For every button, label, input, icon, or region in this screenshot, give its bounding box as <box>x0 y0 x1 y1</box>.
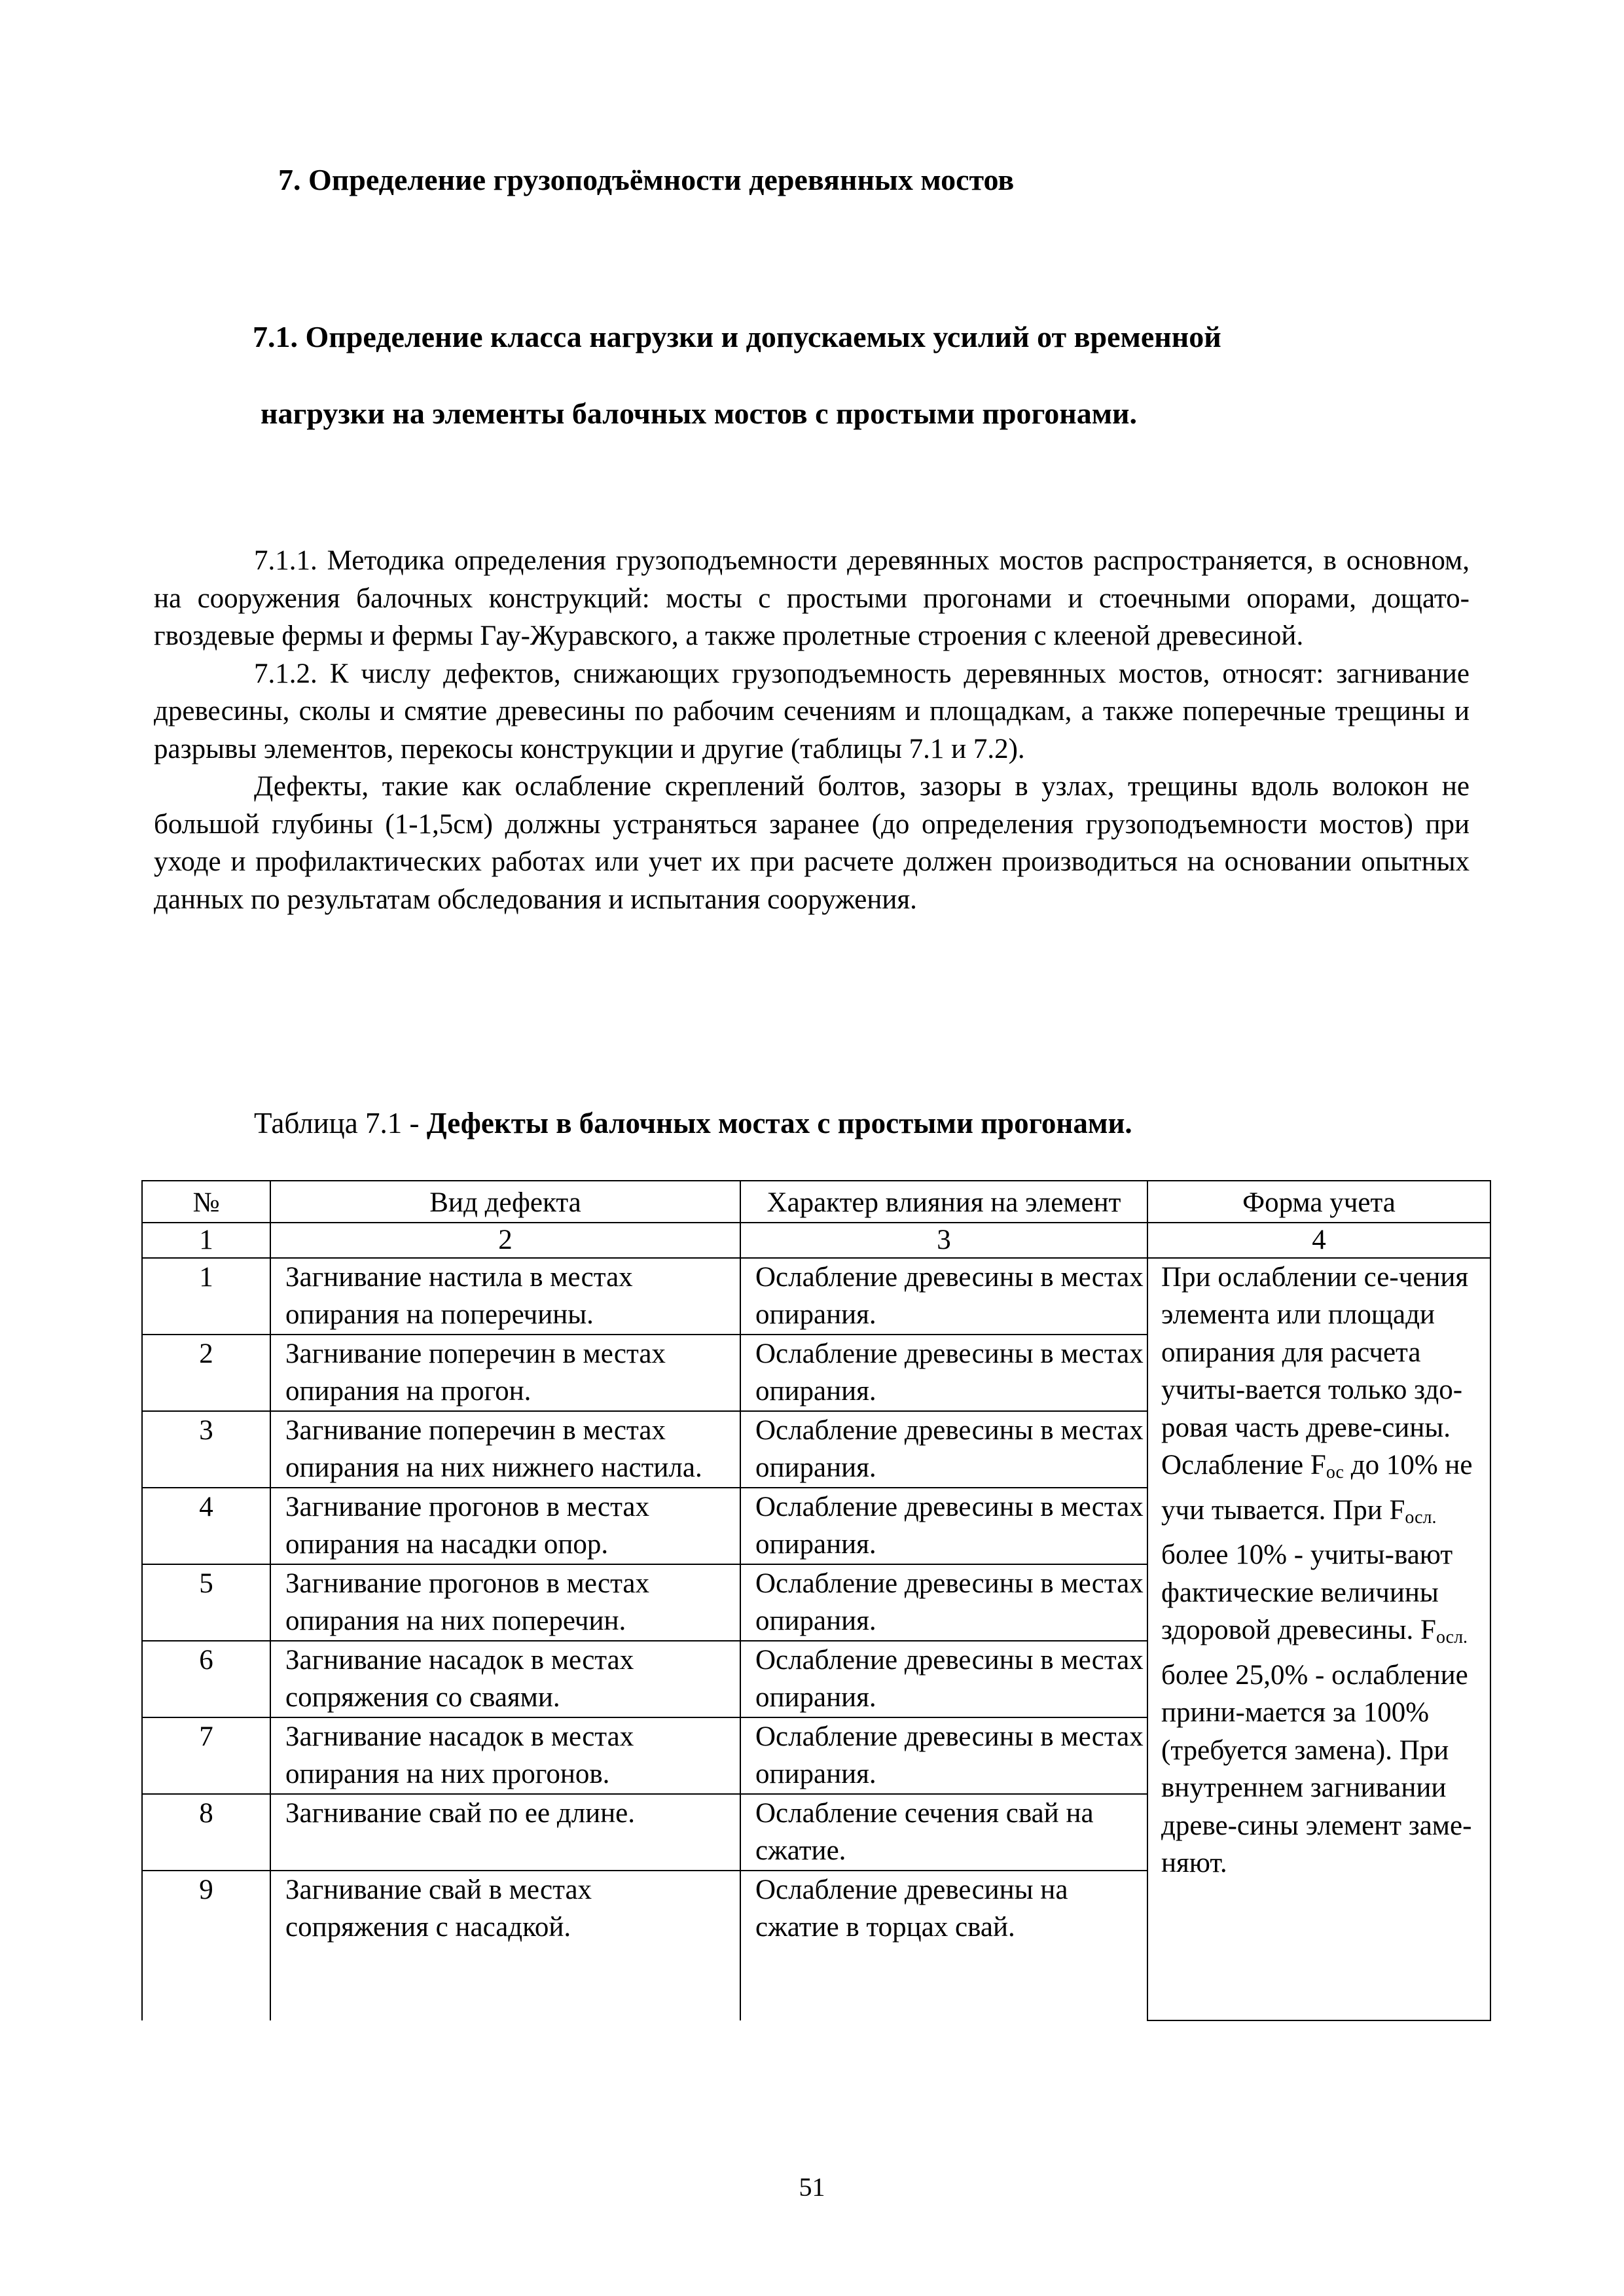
paragraph-defects: Дефекты, такие как ослабление скреплений болтов, зазоры в узлах, трещины вдоль волокон не большой глубины (1-1,5см) должны устраняться заранее (до определения грузоподъемности мостов) при уходе и профилактических работах или учет их при расчете должен производиться на основании опытных данных по результатам обследования и испытания сооружения. <box>154 771 1470 915</box>
effect-cell: Ослабление древесины на сжатие в торцах свай. <box>740 1871 1147 2020</box>
effect-cell: Ослабление сечения свай на сжатие. <box>740 1794 1147 1871</box>
header-effect: Характер влияния на элемент <box>740 1181 1147 1223</box>
column-index: 1 <box>142 1223 270 1258</box>
column-index-row <box>142 1223 1490 1258</box>
defect-cell: Загнивание поперечин в местах опирания на них нижнего настила. <box>270 1411 740 1488</box>
effect-cell: Ослабление древесины в местах опирания. <box>740 1411 1147 1488</box>
subscript-text: осл. <box>1435 1627 1468 1647</box>
note-text: При ослаблении се-чения элемента или площади опирания для расчета учиты-вается только здо-ровая часть древе-сины. Ослабление F <box>1161 1261 1469 1480</box>
row-number: 8 <box>142 1794 270 1871</box>
note-text: до 10% не учи тывается. При F <box>1161 1450 1473 1526</box>
defect-cell: Загнивание прогонов в местах опирания на них поперечин. <box>270 1564 740 1641</box>
column-index: 2 <box>270 1223 740 1258</box>
page-number: 51 <box>799 2172 825 2202</box>
header-accounting-form: Форма учета <box>1147 1181 1490 1223</box>
defect-cell: Загнивание настила в местах опирания на поперечины. <box>270 1258 740 1335</box>
defect-cell: Загнивание насадок в местах опирания на них прогонов. <box>270 1717 740 1794</box>
paragraph-7-1-2: 7.1.2. К числу дефектов, снижающих грузоподъемность деревянных мостов, относят: загнивание древесины, сколы и смятие древесины по рабочим сечениям и площадкам, а также поперечные трещины и разрывы элементов, перекосы конструкции и другие (таблицы 7.1 и 7.2). <box>154 658 1470 764</box>
table-row <box>142 1258 1490 1335</box>
effect-cell: Ослабление древесины в местах опирания. <box>740 1488 1147 1564</box>
effect-cell: Ослабление древесины в местах опирания. <box>740 1335 1147 1411</box>
table-caption-prefix: Таблица 7.1 - <box>254 1107 427 1139</box>
row-number: 6 <box>142 1641 270 1717</box>
subscript-text: осл. <box>1405 1507 1437 1528</box>
body-text <box>154 542 1470 918</box>
table-caption <box>254 1106 1132 1140</box>
row-number: 3 <box>142 1411 270 1488</box>
defects-table <box>141 1180 1491 2021</box>
row-number: 5 <box>142 1564 270 1641</box>
accounting-form-note <box>1147 1258 1490 2020</box>
note-text: более 25,0% - ослабление прини-мается за 100% (требуется замена). При внутреннем загнивании древе-сины элемент заме-няют. <box>1161 1659 1472 1878</box>
row-number: 1 <box>142 1258 270 1335</box>
column-index: 4 <box>1147 1223 1490 1258</box>
paragraph-7-1-1: 7.1.1. Методика определения грузоподъемности деревянных мостов распространяется, в основном, на сооружения балочных конструкций: мосты с простыми прогонами и стоечными опорами, дощато-гвоздевые фермы и фермы Гау-Журавского, а также пролетные строения с клееной древесиной. <box>154 545 1470 651</box>
row-number: 2 <box>142 1335 270 1411</box>
subsection-heading-line-2: нагрузки на элементы балочных мостов с простыми прогонами. <box>261 397 1138 430</box>
defect-cell: Загнивание свай в местах сопряжения с насадкой. <box>270 1871 740 2020</box>
table-header-row <box>142 1181 1490 1223</box>
subscript-text: ос <box>1326 1462 1344 1482</box>
section-heading: 7. Определение грузоподъёмности деревянных мостов <box>278 163 1015 196</box>
row-number: 7 <box>142 1717 270 1794</box>
column-index: 3 <box>740 1223 1147 1258</box>
header-defect-type: Вид дефекта <box>270 1181 740 1223</box>
header-number: № <box>142 1181 270 1223</box>
subsection-heading-line-1: 7.1. Определение класса нагрузки и допускаемых усилий от временной <box>253 320 1221 353</box>
defect-cell: Загнивание свай по ее длине. <box>270 1794 740 1871</box>
table-caption-title: Дефекты в балочных мостах с простыми прогонами. <box>426 1107 1132 1139</box>
defect-cell: Загнивание поперечин в местах опирания на прогон. <box>270 1335 740 1411</box>
effect-cell: Ослабление древесины в местах опирания. <box>740 1717 1147 1794</box>
effect-cell: Ослабление древесины в местах опирания. <box>740 1258 1147 1335</box>
defect-cell: Загнивание прогонов в местах опирания на насадки опор. <box>270 1488 740 1564</box>
defect-cell: Загнивание насадок в местах сопряжения со сваями. <box>270 1641 740 1717</box>
row-number: 4 <box>142 1488 270 1564</box>
effect-cell: Ослабление древесины в местах опирания. <box>740 1641 1147 1717</box>
effect-cell: Ослабление древесины в местах опирания. <box>740 1564 1147 1641</box>
note-text: более 10% - учиты-вают фактические величины здоровой древесины. F <box>1161 1539 1453 1645</box>
row-number: 9 <box>142 1871 270 2020</box>
